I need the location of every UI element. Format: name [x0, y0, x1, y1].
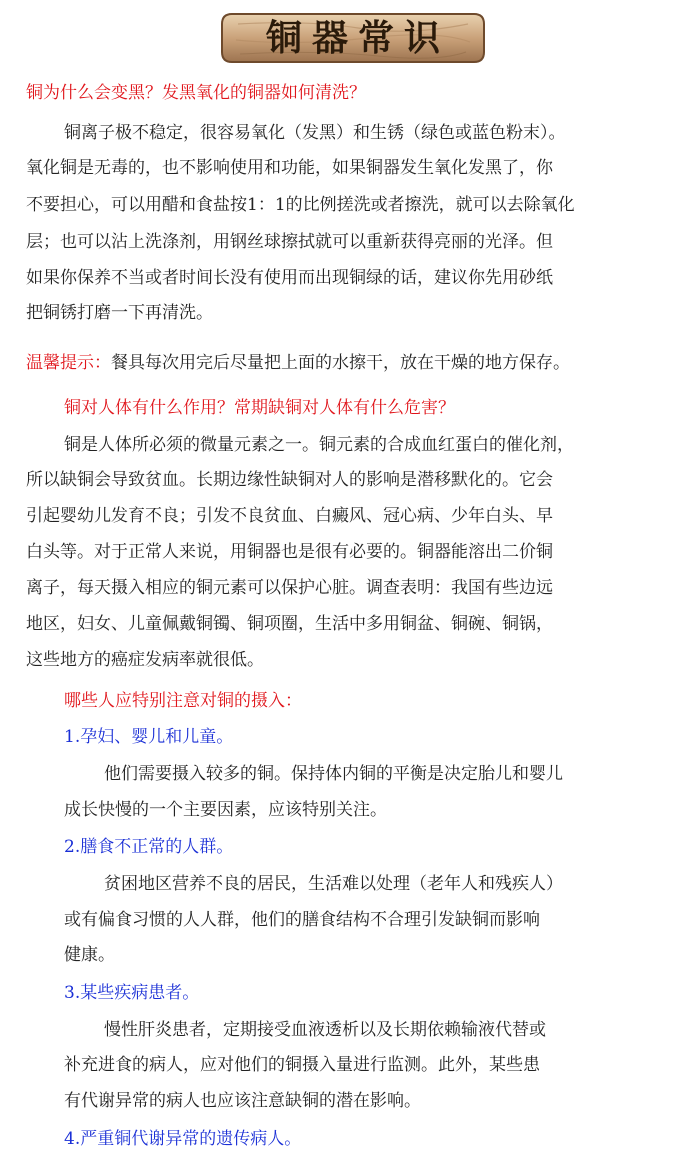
item-line: 有代谢异常的病人也应该注意缺铜的潜在影响。 [64, 1091, 421, 1111]
q1-line: 层；也可以沾上洗涤剂，用钢丝球擦拭就可以重新获得亮丽的光泽。但 [26, 232, 553, 252]
item-line: 他们需要摄入较多的铜。保持体内铜的平衡是决定胎儿和婴儿 [104, 764, 563, 784]
q2-line: 引起婴幼儿发育不良；引发不良贫血、白癜风、冠心病、少年白头、早 [26, 506, 553, 526]
item-line: 慢性肝炎患者，定期接受血液透析以及长期依赖输液代替或 [104, 1020, 546, 1040]
item-line: 成长快慢的一个主要因素，应该特别关注。 [64, 800, 387, 820]
item-line: 贫困地区营养不良的居民，生活难以处理（老年人和残疾人） [104, 874, 563, 894]
tip [26, 348, 570, 373]
tip-label: 温馨提示： [26, 353, 111, 373]
q2-line: 这些地方的癌症发病率就很低。 [26, 650, 264, 670]
title-banner [218, 10, 488, 66]
q1-line: 把铜锈打磨一下再清洗。 [26, 303, 213, 323]
item-line: 健康。 [64, 945, 115, 965]
item-title: 3.某些疾病患者。 [64, 983, 200, 1003]
q2-heading: 铜对人体有什么作用？常期缺铜对人体有什么危害？ [64, 398, 455, 418]
item-line: 或有偏食习惯的人人群，他们的膳食结构不合理引发缺铜而影响 [64, 910, 540, 930]
q1-line: 如果你保养不当或者时间长没有使用而出现铜绿的话，建议你先用砂纸 [26, 268, 553, 288]
q2-line: 铜是人体所必须的微量元素之一。铜元素的合成血红蛋白的催化剂， [64, 435, 574, 455]
q1-line: 氧化铜是无毒的，也不影响使用和功能，如果铜器发生氧化发黑了，你 [26, 158, 553, 178]
q2-line: 所以缺铜会导致贫血。长期边缘性缺铜对人的影响是潜移默化的。它会 [26, 470, 553, 490]
q3-heading: 哪些人应特别注意对铜的摄入： [64, 691, 302, 711]
tip-text: 餐具每次用完后尽量把上面的水擦干，放在干燥的地方保存。 [111, 353, 570, 373]
q1-line: 铜离子极不稳定，很容易氧化（发黑）和生锈（绿色或蓝色粉末）。 [64, 123, 566, 143]
item-line: 补充进食的病人，应对他们的铜摄入量进行监测。此外，某些患 [64, 1055, 540, 1075]
item-title: 1.孕妇、婴儿和儿童。 [64, 727, 234, 747]
q2-line: 离子，每天摄入相应的铜元素可以保护心脏。调查表明：我国有些边远 [26, 578, 553, 598]
q1-heading: 铜为什么会变黑？发黑氧化的铜器如何清洗？ [26, 83, 366, 103]
item-title: 2.膳食不正常的人群。 [64, 837, 234, 857]
item-title: 4.严重铜代谢异常的遗传病人。 [64, 1129, 302, 1149]
q1-line: 不要担心，可以用醋和食盐按1：1的比例搓洗或者擦洗，就可以去除氧化 [26, 195, 575, 215]
q2-line: 地区，妇女、儿童佩戴铜镯、铜项圈，生活中多用铜盆、铜碗、铜锅， [26, 614, 553, 634]
page-title: 铜器常识 [265, 17, 450, 59]
q2-line: 白头等。对于正常人来说，用铜器也是很有必要的。铜器能溶出二价铜 [26, 542, 553, 562]
